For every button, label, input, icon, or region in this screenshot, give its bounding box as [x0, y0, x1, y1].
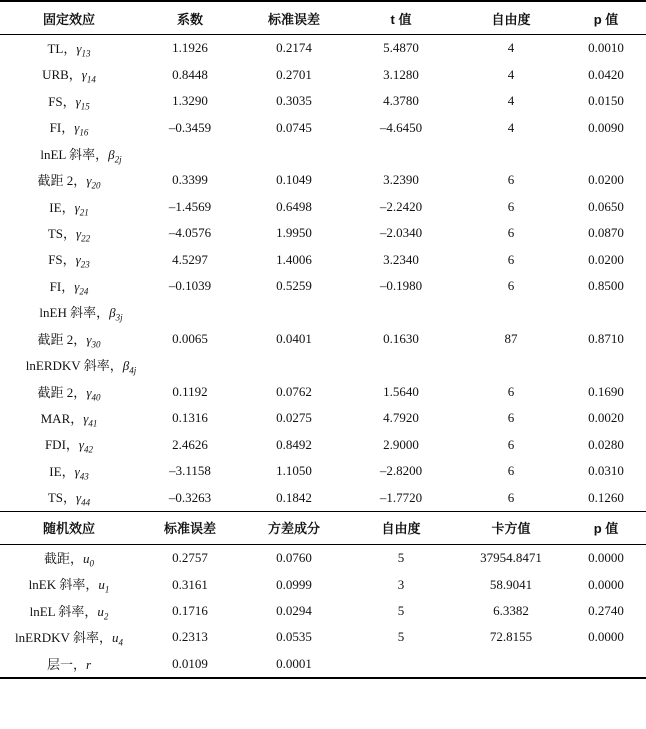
p-value-cell: 0.0420 — [588, 66, 624, 82]
row-label — [0, 167, 138, 193]
variance-component-cell: 0.0999 — [276, 576, 312, 592]
std-error-cell: 0.0109 — [138, 651, 242, 678]
df-cell: 6 — [507, 383, 515, 399]
coefficient-cell: 4.5297 — [172, 251, 208, 267]
table-row — [0, 247, 646, 273]
parameter-subscript: 1 — [104, 584, 110, 595]
variable-name: 截距 2， — [37, 331, 87, 347]
table-row — [0, 432, 646, 458]
empty-cell — [566, 299, 646, 325]
header-chi-square: 卡方值 — [456, 511, 566, 544]
parameter-subscript: 2 — [103, 611, 109, 622]
std-error-cell: 0.3161 — [172, 576, 208, 592]
parameter-subscript: 21 — [79, 207, 89, 218]
table-row — [0, 571, 646, 597]
t-value-cell: 3.1280 — [383, 66, 419, 82]
variance-component-cell: 0.0294 — [276, 602, 312, 618]
parameter-symbol: γ — [78, 437, 85, 453]
parameter-symbol: γ — [76, 225, 82, 241]
df-cell: 5 — [397, 629, 405, 645]
table-row — [0, 88, 646, 114]
coefficient-cell: 2.4626 — [172, 436, 208, 452]
row-label — [0, 352, 138, 378]
coefficient-cell: 0.1192 — [172, 383, 208, 399]
parameter-subscript: 3j — [115, 312, 123, 323]
row-label — [0, 273, 138, 299]
parameter-symbol: γ — [75, 93, 81, 109]
table-row — [0, 61, 646, 87]
t-value-cell: 4.7920 — [383, 410, 419, 426]
group-row — [0, 299, 646, 325]
variable-name: FDI， — [44, 437, 79, 453]
empty-cell — [346, 352, 456, 378]
chi-square-cell: 58.9041 — [489, 576, 533, 592]
empty-cell — [566, 141, 646, 167]
parameter-symbol: γ — [83, 411, 89, 427]
std-error-cell: 0.6498 — [276, 198, 312, 214]
coefficient-cell: 0.0065 — [172, 331, 208, 347]
parameter-symbol: u — [97, 603, 104, 619]
p-value-cell: 0.0090 — [588, 119, 624, 135]
t-value-cell: 0.1630 — [383, 331, 419, 347]
row-label — [0, 458, 138, 484]
variable-name: 层一， — [46, 656, 86, 672]
variable-name: lnEL 斜率， — [29, 603, 98, 619]
header-df: 自由度 — [456, 1, 566, 35]
std-error-cell: 0.1842 — [276, 489, 312, 505]
variable-name: URB， — [42, 67, 82, 83]
df-cell: 6 — [507, 198, 515, 214]
row-label — [0, 247, 138, 273]
std-error-cell: 0.0745 — [276, 119, 312, 135]
row-label — [0, 651, 138, 678]
row-label — [0, 571, 138, 597]
chi-square-cell: 72.8155 — [489, 629, 533, 645]
parameter-subscript: 2j — [114, 154, 122, 165]
empty-cell — [242, 299, 346, 325]
coefficient-cell: 1.1926 — [172, 40, 208, 56]
header-coefficient: 系数 — [138, 1, 242, 35]
variable-name: FS， — [48, 252, 76, 268]
random-effects-body — [0, 511, 646, 678]
coefficient-cell: –0.3459 — [168, 119, 212, 135]
parameter-symbol: β — [122, 358, 130, 374]
df-cell: 4 — [507, 93, 515, 109]
fixed-effects-body — [0, 35, 646, 512]
empty-cell — [456, 141, 566, 167]
table-row — [0, 458, 646, 484]
parameter-symbol: γ — [74, 120, 80, 136]
row-label — [0, 61, 138, 87]
header-df: 自由度 — [346, 511, 456, 544]
p-value-cell: 0.0000 — [588, 629, 624, 645]
parameter-symbol: γ — [74, 199, 80, 215]
coefficient-cell: 1.3290 — [172, 93, 208, 109]
row-label — [0, 141, 138, 167]
t-value-cell: 2.9000 — [383, 436, 419, 452]
p-value-cell — [566, 651, 646, 678]
chi-square-cell: 37954.8471 — [480, 550, 542, 566]
variable-name: lnEL 斜率， — [40, 146, 109, 162]
p-value-cell: 0.0150 — [588, 93, 624, 109]
row-label — [0, 598, 138, 624]
std-error-cell: 0.3035 — [276, 93, 312, 109]
empty-cell — [138, 299, 242, 325]
group-row — [0, 352, 646, 378]
coefficient-cell: 0.8448 — [172, 66, 208, 82]
std-error-cell: 1.1050 — [276, 463, 312, 479]
empty-cell — [242, 352, 346, 378]
df-cell: 6 — [507, 251, 515, 267]
parameter-subscript: 42 — [84, 445, 94, 456]
std-error-cell: 0.8492 — [276, 436, 312, 452]
header-random-effect: 随机效应 — [0, 511, 138, 544]
coefficient-cell: 0.3399 — [172, 172, 208, 188]
empty-cell — [138, 352, 242, 378]
table-row — [0, 326, 646, 352]
empty-cell — [138, 141, 242, 167]
p-value-cell: 0.0200 — [588, 172, 624, 188]
header-fixed-effect: 固定效应 — [0, 1, 138, 35]
parameter-subscript: 30 — [91, 339, 101, 350]
parameter-symbol: u — [83, 550, 90, 566]
table-row — [0, 273, 646, 299]
p-value-cell: 0.1690 — [588, 383, 624, 399]
row-label — [0, 405, 138, 431]
df-cell: 4 — [507, 40, 515, 56]
parameter-symbol: γ — [74, 278, 80, 294]
df-cell: 3 — [397, 576, 405, 592]
variable-name: TL， — [47, 40, 77, 56]
header-variance-component: 方差成分 — [242, 511, 346, 544]
df-cell: 5 — [397, 602, 405, 618]
table-row — [0, 484, 646, 511]
std-error-cell: 1.9950 — [276, 225, 312, 241]
parameter-symbol: γ — [86, 173, 92, 189]
parameter-symbol: γ — [76, 40, 82, 56]
parameter-subscript: 15 — [80, 101, 90, 112]
parameter-subscript: 41 — [88, 418, 98, 429]
table-row — [0, 624, 646, 650]
row-label — [0, 194, 138, 220]
header-std-error: 标准误差 — [138, 511, 242, 544]
row-label — [0, 484, 138, 511]
empty-cell — [346, 141, 456, 167]
variable-name: TS， — [47, 490, 77, 506]
parameter-symbol: β — [108, 146, 115, 162]
t-value-cell: –0.1980 — [379, 278, 423, 294]
df-cell: 4 — [507, 66, 515, 82]
p-value-cell: 0.0200 — [588, 251, 624, 267]
df-cell: 6 — [507, 436, 515, 452]
table-row — [0, 379, 646, 405]
parameter-subscript: 23 — [80, 260, 90, 271]
parameter-subscript: 43 — [79, 471, 89, 482]
fixed-effects-header-row — [0, 1, 646, 35]
parameter-symbol: β — [109, 305, 116, 321]
df-cell: 6 — [507, 172, 515, 188]
std-error-cell: 0.0401 — [276, 331, 312, 347]
table-row — [0, 114, 646, 140]
parameter-subscript: 14 — [86, 74, 96, 85]
parameter-subscript: 22 — [81, 233, 91, 244]
variable-name: lnERDKV 斜率， — [15, 630, 112, 646]
table-row — [0, 651, 646, 678]
t-value-cell: –2.0340 — [379, 225, 423, 241]
parameter-symbol: γ — [76, 490, 82, 506]
p-value-cell: 0.0650 — [588, 198, 624, 214]
t-value-cell: –2.2420 — [379, 198, 423, 214]
t-value-cell: –4.6450 — [379, 119, 423, 135]
p-value-cell: 0.0020 — [588, 410, 624, 426]
std-error-cell: 0.5259 — [276, 278, 312, 294]
t-value-cell: –2.8200 — [379, 463, 423, 479]
header-p-value: p 值 — [566, 511, 646, 544]
parameter-subscript: 24 — [79, 286, 89, 297]
row-label — [0, 220, 138, 246]
parameter-subscript: 13 — [81, 48, 91, 59]
parameter-symbol: γ — [86, 331, 92, 347]
parameter-subscript: 0 — [89, 558, 94, 569]
t-value-cell: 5.4870 — [383, 40, 419, 56]
random-effects-header-row — [0, 511, 646, 544]
chi-square-cell: 6.3382 — [493, 602, 529, 618]
std-error-cell: 0.0762 — [276, 383, 312, 399]
empty-cell — [566, 352, 646, 378]
header-t-value: t 值 — [346, 1, 456, 35]
t-value-cell: 1.5640 — [383, 383, 419, 399]
std-error-cell: 0.2757 — [172, 550, 208, 566]
p-value-cell: 0.8710 — [588, 331, 624, 347]
parameter-subscript: 20 — [91, 180, 101, 191]
parameter-subscript: 40 — [91, 392, 101, 403]
variable-name: 截距 2， — [37, 384, 87, 400]
row-label — [0, 299, 138, 325]
df-cell: 4 — [507, 119, 515, 135]
parameter-subscript: 4j — [129, 365, 137, 376]
header-p-value: p 值 — [566, 1, 646, 35]
std-error-cell: 0.1716 — [172, 602, 208, 618]
variable-name: lnEH 斜率， — [39, 305, 110, 321]
row-label — [0, 114, 138, 140]
table-row — [0, 167, 646, 193]
t-value-cell: –1.7720 — [379, 489, 423, 505]
variable-name: FI， — [49, 120, 75, 136]
p-value-cell: 0.2740 — [588, 602, 624, 618]
std-error-cell: 0.0275 — [276, 410, 312, 426]
parameter-subscript: 4 — [118, 637, 123, 648]
parameter-symbol: u — [98, 577, 105, 593]
t-value-cell: 3.2390 — [383, 172, 419, 188]
table-row — [0, 220, 646, 246]
p-value-cell: 0.0000 — [588, 550, 624, 566]
std-error-cell: 1.4006 — [276, 251, 312, 267]
p-value-cell: 0.0310 — [588, 463, 624, 479]
empty-cell — [346, 299, 456, 325]
coefficient-cell: –1.4569 — [168, 198, 212, 214]
row-label — [0, 624, 138, 650]
parameter-symbol: γ — [74, 463, 80, 479]
row-label — [0, 544, 138, 571]
variance-component-cell: 0.0760 — [276, 550, 312, 566]
coefficient-cell: –0.1039 — [168, 278, 212, 294]
parameter-symbol: u — [111, 630, 119, 646]
df-cell: 6 — [507, 225, 515, 241]
t-value-cell: 3.2340 — [383, 251, 419, 267]
std-error-cell: 0.2174 — [276, 40, 312, 56]
table-row — [0, 598, 646, 624]
df-cell: 6 — [507, 278, 515, 294]
std-error-cell: 0.2701 — [276, 66, 312, 82]
chi-square-cell — [456, 651, 566, 678]
empty-cell — [456, 299, 566, 325]
variable-name: FS， — [48, 93, 76, 109]
df-cell: 6 — [507, 463, 515, 479]
row-label — [0, 35, 138, 62]
variable-name: IE， — [49, 463, 75, 479]
p-value-cell: 0.0280 — [588, 436, 624, 452]
p-value-cell: 0.0870 — [588, 225, 624, 241]
row-label — [0, 326, 138, 352]
p-value-cell: 0.1260 — [588, 489, 624, 505]
parameter-symbol: γ — [75, 252, 81, 268]
coefficient-cell: –4.0576 — [168, 225, 212, 241]
parameter-symbol: γ — [86, 384, 92, 400]
row-label — [0, 379, 138, 405]
row-label — [0, 432, 138, 458]
df-cell — [346, 651, 456, 678]
variable-name: TS， — [47, 225, 77, 241]
table-row — [0, 194, 646, 220]
variable-name: 截距 2， — [37, 173, 87, 189]
coefficient-cell: 0.1316 — [172, 410, 208, 426]
variable-name: 截距， — [43, 550, 83, 566]
empty-cell — [242, 141, 346, 167]
coefficient-cell: –0.3263 — [168, 489, 212, 505]
parameter-symbol: r — [85, 656, 92, 672]
variable-name: lnEK 斜率， — [28, 577, 99, 593]
variance-component-cell: 0.0001 — [242, 651, 346, 678]
std-error-cell: 0.1049 — [276, 172, 312, 188]
p-value-cell: 0.8500 — [588, 278, 624, 294]
table-row — [0, 405, 646, 431]
variable-name: MAR， — [40, 411, 84, 427]
parameter-subscript: 16 — [79, 127, 89, 138]
std-error-cell: 0.2313 — [172, 629, 208, 645]
p-value-cell: 0.0010 — [588, 40, 624, 56]
empty-cell — [456, 352, 566, 378]
variance-component-cell: 0.0535 — [276, 629, 312, 645]
variable-name: FI， — [49, 278, 75, 294]
variable-name: lnERDKV 斜率， — [25, 358, 123, 374]
coefficient-cell: –3.1158 — [169, 463, 211, 479]
variable-name: IE， — [49, 199, 75, 215]
row-label — [0, 88, 138, 114]
p-value-cell: 0.0000 — [588, 576, 624, 592]
df-cell: 87 — [504, 331, 518, 347]
header-std-error: 标准误差 — [242, 1, 346, 35]
table-row — [0, 35, 646, 62]
parameter-symbol: γ — [81, 67, 87, 83]
table-row — [0, 544, 646, 571]
t-value-cell: 4.3780 — [383, 93, 419, 109]
df-cell: 6 — [507, 410, 515, 426]
group-row — [0, 141, 646, 167]
df-cell: 5 — [397, 550, 405, 566]
parameter-subscript: 44 — [81, 497, 91, 508]
df-cell: 6 — [507, 489, 515, 505]
